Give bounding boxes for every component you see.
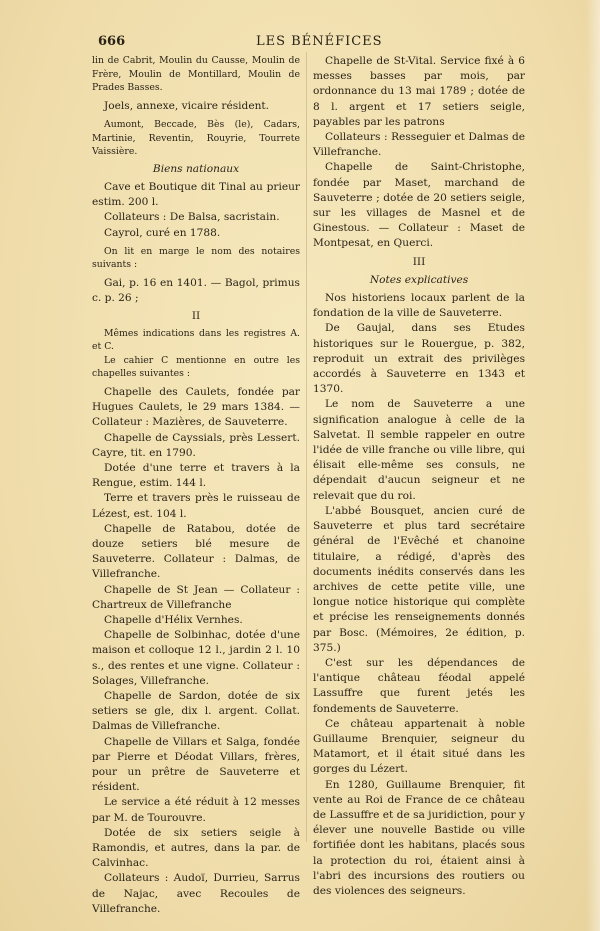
running-title: LES BÉNÉFICES (256, 34, 383, 49)
left-column-paragraph: Chapelle de Cayssials, près Lessert. Cayre, tit. en 1790. (92, 431, 300, 459)
right-column-paragraph: De Gaujal, dans ses Etudes historiques sur le Rouergue, p. 382, reproduit un extrait des privilèges accordés à Sauveterre en 1343 et 1370. (313, 322, 525, 396)
left-column-paragraph: Cave et Boutique dit Tinal au prieur estim. 200 l. (92, 180, 300, 209)
right-column-paragraph: En 1280, Guillaume Brenquier, fit vente au Roi de France de ce château de Lassuffre et de sa juridiction, pour y élever une nouvelle Bastide ou ville fortifiée dont les habitans, placés sous la protection du roi, étaient ainsi à l'abri des incursions des routiers ou des violences des seigneurs. (313, 778, 525, 897)
left-column-paragraph: Biens nationaux (152, 162, 240, 175)
right-column-paragraph: Notes explicatives (369, 273, 469, 286)
right-column-paragraph: C'est sur les dépendances de l'antique château féodal appelé Lassuffre que furent jetés les fondements de Sauveterre. (313, 656, 525, 715)
left-column-paragraph: Chapelle de Sardon, dotée de six setiers se gle, dix l. argent. Collat. Dalmas de Villefranche. (92, 690, 300, 733)
left-column-paragraph: Joels, annexe, vicaire résident. (104, 99, 270, 112)
left-column-paragraph: Dotée de six setiers seigle à Ramondis, et autres, dans la par. de Calvinhac. (92, 826, 300, 870)
left-column-paragraph: Chapelle de St Jean — Collateur : Chartreux de Villefranche (92, 583, 300, 611)
left-column-paragraph: Chapelle de Villars et Salga, fondée par Pierre et Déodat Villars, frères, pour un prêtre de Sauveterre et résident. (92, 735, 300, 794)
left-column-paragraph: Mêmes indications dans les registres A. et C. (92, 327, 300, 353)
page-number: 666 (98, 34, 126, 49)
left-column-paragraph: Le cahier C mentionne en outre les chapelles suivantes : (92, 354, 300, 380)
right-column-paragraph: Nos historiens locaux parlent de la fondation de la ville de Sauveterre. (313, 292, 525, 320)
left-column-paragraph: lin de Cabrit, Moulin du Causse, Moulin de Frère, Moulin de Montillard, Moulin de Prades Basses. (92, 55, 300, 94)
left-column-paragraph: Collateurs : De Balsa, sacristain. (104, 211, 280, 224)
left-column-paragraph: Dotée d'une terre et travers à la Rengue, estim. 144 l. (92, 461, 300, 490)
page-edge-shadow (586, 0, 600, 931)
left-column-paragraph: II (191, 310, 201, 323)
left-column-paragraph: Chapelle de Solbinhac, dotée d'une maison et colloque 12 l., jardin 2 l. 10 s., des rentes et une vigne. Collateur : Solages, Villefranche. (92, 629, 300, 687)
left-column-paragraph: Chapelle d'Hélix Vernhes. (104, 614, 243, 626)
right-column-paragraph: Collateurs : Resseguier et Dalmas de Villefranche. (313, 131, 525, 159)
right-column (313, 54, 525, 899)
left-column-paragraph: On lit en marge le nom des notaires suivants : (92, 245, 300, 271)
left-column-paragraph: Terre et travers près le ruisseau de Lézest, est. 104 l. (92, 492, 300, 520)
left-column-paragraph: Chapelle des Caulets, fondée par Hugues Caulets, le 29 mars 1384. — Collateur : Mazières, de Sauveterre. (92, 385, 300, 429)
right-column-paragraph: Chapelle de St-Vital. Service fixé à 6 messes basses par mois, par ordonnance du 13 mai 1789 ; dotée de 8 l. argent et 17 setiers seigle, payables par les patrons (313, 55, 525, 128)
right-column-paragraph: III (412, 255, 426, 268)
page-header (98, 34, 518, 52)
right-column-paragraph: Chapelle de Saint-Christophe, fondée par Maset, marchand de Sauveterre ; dotée de 20 setiers seigle, sur les villages de Masnel et de Ginestous. — Collateur : Maset de Montpesat, en Querci. (313, 161, 525, 250)
left-column-paragraph: Collateurs : Audoï, Durrieu, Sarrus de Najac, avec Recoules de Villefranche. (92, 872, 300, 915)
left-column-paragraph: Chapelle de Ratabou, dotée de douze setiers blé mesure de Sauveterre. Collateur : Dalmas, de Villefranche. (92, 522, 300, 581)
right-column-paragraph: Ce château appartenait à noble Guillaume Brenquier, seigneur du Matamort, et il était situé dans les gorges du Lézert. (313, 717, 525, 776)
left-column-paragraph: Le service a été réduit à 12 messes par M. de Tourouvre. (92, 796, 300, 824)
left-column (92, 54, 300, 917)
column-divider (306, 52, 307, 842)
right-column-paragraph: L'abbé Bousquet, ancien curé de Sauveterre et plus tard secrétaire général de l'Evêché et chanoine titulaire, a rédigé, d'après des documents inédits conservés dans les archives de cette petite ville, une longue notice historique qui complète et précise les renseignements donnés par Bosc. (Mémoires, 2e édition, p. 375.) (313, 504, 525, 654)
right-column-paragraph: Le nom de Sauveterre a une signification analogue à celle de la Salvetat. Il semble rappeler en outre l'idée de ville franche ou ville libre, qui élisait elle-même ses consuls, ne dépendait d'aucun seigneur et ne relevait que du roi. (313, 398, 525, 502)
left-column-paragraph: Cayrol, curé en 1788. (104, 226, 221, 239)
left-column-paragraph: Gai, p. 16 en 1401. — Bagol, primus c. p. 26 ; (92, 276, 300, 305)
left-column-paragraph: Aumont, Beccade, Bès (le), Cadars, Martinie, Reventin, Rouyrie, Tourrete Vaissière. (92, 118, 300, 158)
